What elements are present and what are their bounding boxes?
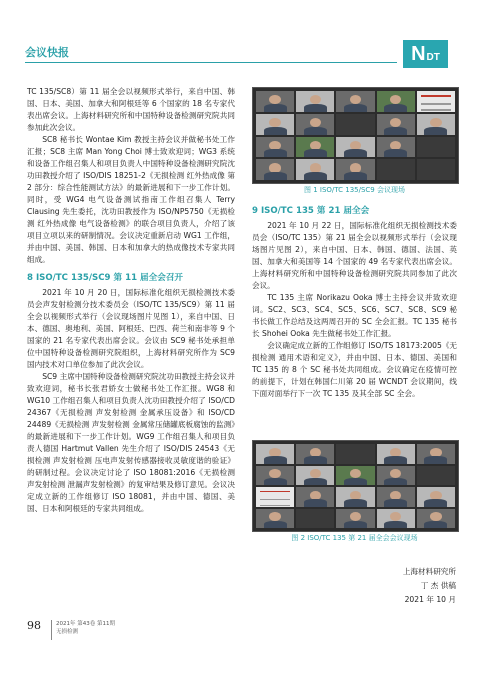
participant-tile — [417, 159, 455, 180]
participant-tile — [417, 466, 455, 486]
footer-journal-info — [56, 620, 115, 636]
participant-tile — [417, 137, 455, 158]
participant-tile — [417, 444, 455, 464]
participant-tile — [296, 444, 334, 464]
paragraph: TC 135/SC8）第 11 届全会以视频形式举行，来自中国、韩国、日本、美国、加拿大和阿根廷等 6 个国家的 18 名专家代表出席会议。上海材料研究所和中国特种设备检测研究院共同参加此次会议。 — [27, 87, 235, 132]
participant-tile — [296, 487, 334, 507]
section-heading: 8 ISO/TC 135/SC9 第 11 届全会召开 — [27, 273, 184, 283]
participant-tile — [336, 444, 374, 464]
participant-tile — [296, 114, 334, 135]
participant-tile — [336, 91, 374, 112]
paragraph: SC9 主席中国特种设备检测研究院沈功田教授主持会议并致欢迎词，秘书长张君娇女士做秘书处工作汇报。WG8 和 WG10 工作组召集人和项目负责人沈功田教授介绍了 ISO/CD 24367《无损检测 声发射检测 金属承压设备》和 ISO/CD 24489《无损检测 声发射检测 金属常压储罐底板腐蚀的监测》的最新进展和下一步工作计划。WG9 工作组召集人和项目负责人德国 Hartmut Vallen 先生介绍了 ISO/DIS 24543《无损检测 声发射检测 压电声发射传感器接收灵敏度谐的验证》的研制过程。会议决定讨论了 ISO 18081:2016《无损检测 声发射检测 泄漏声发射检测》的复审结果及修订意见。会议决定成立新的工作组修订 ISO 18081，并由中国、德国、美国、日本和阿根廷的专家共同组成。 — [27, 372, 235, 513]
section-heading: 9 ISO/TC 135 第 21 届全会 — [252, 206, 370, 216]
shared-screen-tile — [256, 487, 294, 507]
participant-tile — [377, 466, 415, 486]
paragraph: 2021 年 10 月 22 日，国际标准化组织无损检测技术委员会（ISO/TC 135）第 21 届全会以视频形式举行（会议现场图片见图 2），来自中国、日本、韩国、德国、法国、英国、加拿大和美国等 14 个国家的 49 名专家代表出席会议。上海材料研究所和中国特种设备检测研究院共同参加了此次会议。 — [252, 221, 457, 290]
participant-tile — [256, 91, 294, 112]
participant-tile — [256, 444, 294, 464]
participant-tile — [256, 466, 294, 486]
signature-organization: 上海材料研究所 — [402, 567, 456, 576]
paragraph: TC 135 主席 Norikazu Ooka 博士主持会议并致欢迎词。SC2、SC3、SC4、SC5、SC6、SC7、SC8、SC9 秘书长做工作总结及这两周召开的 SC 全会汇报。TC 135 秘书长 Shohei Ooka 先生做秘书处工作汇报。 — [252, 293, 457, 338]
figure-2-video-conference — [252, 440, 459, 532]
shared-screen-tile — [417, 91, 455, 112]
participant-tile — [377, 91, 415, 112]
left-column — [27, 86, 235, 515]
footer-divider — [51, 620, 52, 640]
figure-1-video-conference — [252, 87, 459, 184]
journal-logo: N DT — [403, 40, 448, 68]
figure-1-caption: 图 1 ISO/TC 135/SC9 会议现场 — [304, 186, 405, 194]
participant-tile — [377, 509, 415, 529]
section-title: 会议快报 — [25, 46, 69, 59]
participant-tile — [296, 137, 334, 158]
participant-tile — [296, 509, 334, 529]
participant-tile — [417, 487, 455, 507]
participant-tile — [417, 509, 455, 529]
signature-author: 丁 杰 供稿 — [420, 581, 456, 590]
page-number: 98 — [27, 619, 41, 632]
participant-tile — [377, 159, 415, 180]
participant-tile — [336, 137, 374, 158]
participant-tile — [296, 159, 334, 180]
participant-tile — [256, 137, 294, 158]
paragraph: 2021 年 10 月 20 日，国际标准化组织无损检测技术委员会声发射检测分技术委员会（ISO/TC 135/SC9）第 11 届全会以视频形式举行（会议现场图片见图 1），来自中国、日本、德国、奥地利、美国、阿根廷、巴西、荷兰和南非等 9 个国家的 21 名专家代表出席会议。会议由 SC9 秘书处承担单位中国特种设备检测研究院组织，上海材料研究所作为 SC9 国内技术对口单位参加了此次会议。 — [27, 288, 235, 369]
participant-tile — [256, 159, 294, 180]
participant-tile — [377, 137, 415, 158]
figure-2-caption: 图 2 ISO/TC 135 第 21 届全会会议现场 — [291, 534, 418, 542]
right-column — [252, 205, 457, 400]
header-divider — [25, 62, 397, 63]
signature-date: 2021 年 10 月 — [404, 595, 456, 604]
participant-tile — [377, 114, 415, 135]
participant-tile — [296, 466, 334, 486]
participant-tile — [296, 91, 334, 112]
paragraph: SC8 秘书长 Wontae Kim 教授主持会议并做秘书处工作汇报；SC8 主席 Man Yong Choi 博士致欢迎词；WG3 系统和设备工作组召集人和项目负责人中国特种设备检测研究院沈功田教授介绍了 ISO/DIS 18251-2《无损检测 红外热成像 第 2 部分：综合性能测试方法》的最新进展和下一步工作计划。同时，受 WG4 电气设备测试指南工作组召集人 Terry Clausing 先生委托，沈功田教授作为 ISO/NP5750《无损检测 红外热成像 电气设备检测》的联合项目负责人，介绍了该项目立项以来的研制情况。会议决定重新启动 WG1 工作组，并由中国、美国、韩国、日本和加拿大的热成像技术专家共同组成。 — [27, 135, 235, 264]
participant-tile — [336, 159, 374, 180]
journal-name: 无损检测 — [56, 629, 79, 635]
participant-tile — [377, 444, 415, 464]
participant-tile — [417, 114, 455, 135]
participant-tile — [336, 487, 374, 507]
paragraph: 会议确定成立新的工作组修订 ISO/TS 18173:2005《无损检测 通用术语和定义》，并由中国、日本、德国、美国和 TC 135 的 8 个 SC 秘书处共同组成。会议确定在疫情可控的前提下，计划在韩国仁川第 20 届 WCNDT 会议期间，线下面对面举行下一次 TC 135 及其全部 SC 全会。 — [252, 341, 458, 398]
participant-tile — [256, 509, 294, 529]
participant-tile — [377, 487, 415, 507]
participant-tile — [256, 114, 294, 135]
participant-tile — [336, 509, 374, 529]
participant-tile — [336, 466, 374, 486]
journal-issue: 2021年 第43卷 第11期 — [56, 621, 115, 627]
participant-tile — [336, 114, 374, 135]
